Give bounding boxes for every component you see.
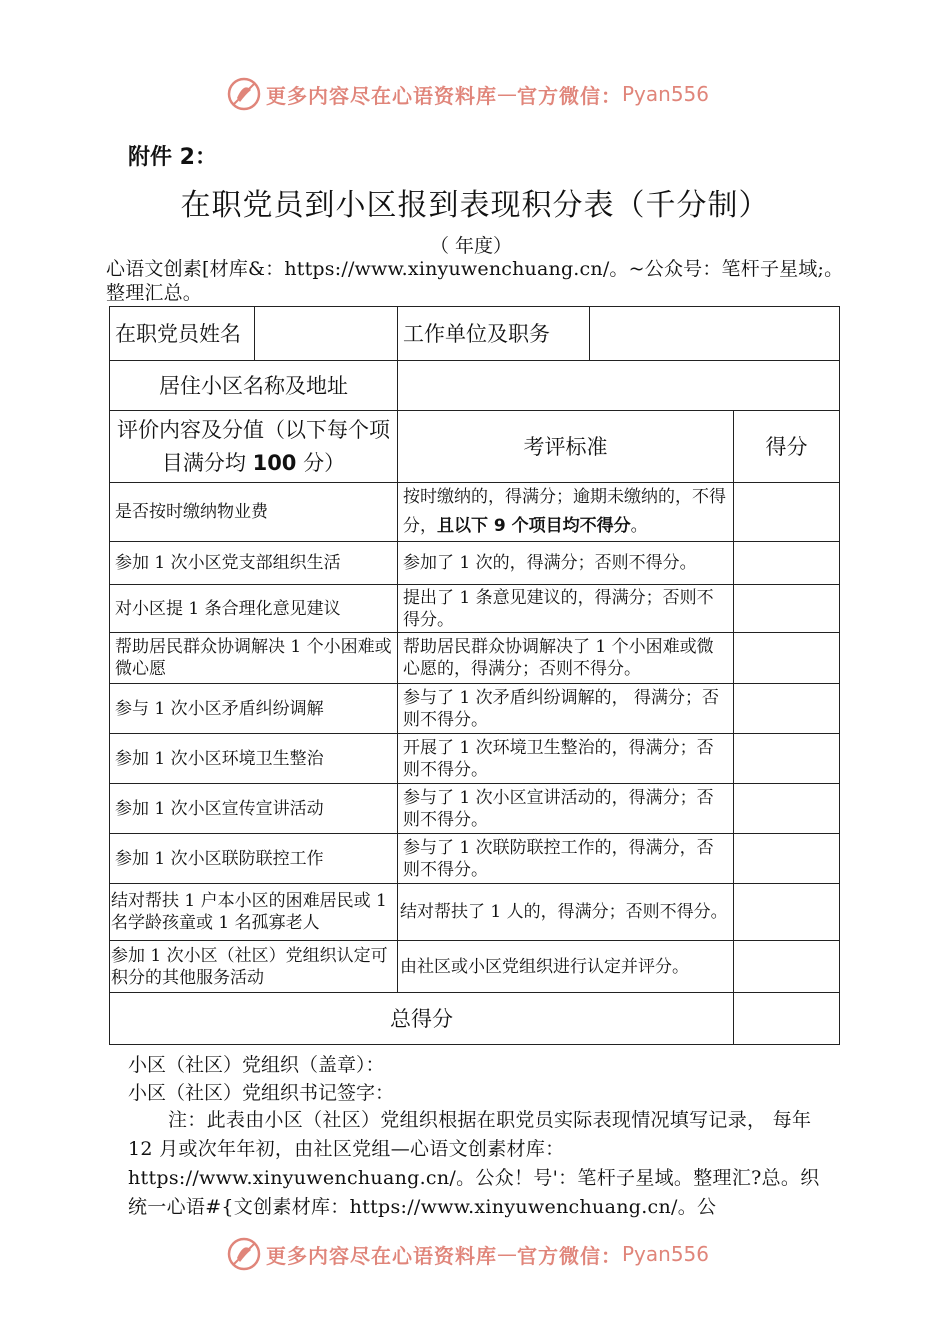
watermark-brand: 更多内容尽在心语资料库 [266, 83, 497, 108]
name-label: 在职党员姓名 [110, 307, 255, 361]
score-cell[interactable] [734, 633, 840, 684]
header-content-suffix: 分） [303, 450, 346, 475]
standard-cell [398, 483, 734, 542]
header-score: 得分 [734, 411, 840, 483]
standard-cell: 开展了 1 次环境卫生整治的，得满分；否则不得分。 [398, 734, 734, 784]
total-score-cell[interactable] [734, 993, 840, 1045]
total-row [110, 993, 840, 1045]
score-table [109, 306, 840, 1045]
address-value-cell[interactable] [398, 361, 840, 411]
header-content-score: 100 [252, 450, 297, 475]
standard-cell: 结对帮扶了 1 人的，得满分；否则不得分。 [398, 884, 734, 941]
header-standard: 考评标准 [398, 411, 734, 483]
note-text: 注：此表由小区（社区）党组织根据在职党员实际表现情况填写记录， 每年 12 月或次年年初，由社区党组—心语文创素材库：https://www.xinyuwenchuang.cn/。公众！号'：笔杆子星域。整理汇?总。织统一心语#{文创素材库：https://www.xinyuwenchuang.cn/。公 [128, 1109, 820, 1218]
item-cell: 对小区提 1 条合理化意见建议 [110, 585, 398, 633]
table-row [110, 633, 840, 684]
total-label: 总得分 [110, 993, 734, 1045]
item-cell: 是否按时缴纳物业费 [110, 483, 398, 542]
item-cell: 参加 1 次小区环境卫生整治 [110, 734, 398, 784]
watermark-wechat-id: Pyan556 [622, 82, 710, 106]
standard-cell: 帮助居民群众协调解决了 1 个小困难或微心愿的，得满分；否则不得分。 [398, 633, 734, 684]
source-line: 心语文创素[材库&：https://www.xinyuwenchuang.cn/。~公众号：笔杆子星域;。整理汇总。 [106, 258, 844, 304]
watermark-official: 官方微信： [517, 1243, 622, 1268]
header-content-text: 评价内容及分值（以下每个项目满分均 [117, 417, 390, 475]
signature-line: 小区（社区）党组织书记签字： [128, 1082, 395, 1104]
info-row-name [110, 307, 840, 361]
table-row [110, 834, 840, 884]
year-label: （ 年度） [430, 235, 513, 257]
info-row-address [110, 361, 840, 411]
score-cell[interactable] [734, 834, 840, 884]
standard-cell: 参加了 1 次的，得满分；否则不得分。 [398, 542, 734, 585]
standard-emphasis: 且以下 9 个项目均不得分 [437, 516, 631, 536]
watermark-dash: — [497, 82, 517, 106]
seal-line: 小区（社区）党组织（盖章）： [128, 1054, 385, 1076]
watermark-bottom [226, 1236, 709, 1272]
page-title: 在职党员到小区报到表现积分表（千分制） [180, 188, 770, 223]
item-cell: 结对帮扶 1 户本小区的困难居民或 1 名学龄孩童或 1 名孤寡老人 [110, 884, 398, 941]
standard-cell: 提出了 1 条意见建议的，得满分；否则不得分。 [398, 585, 734, 633]
name-value-cell[interactable] [255, 307, 398, 361]
table-row [110, 585, 840, 633]
score-cell[interactable] [734, 684, 840, 734]
table-row [110, 542, 840, 585]
standard-text: 按时缴纳的，得满分；逾期未缴纳的，不得分， [403, 487, 726, 536]
score-cell[interactable] [734, 734, 840, 784]
score-cell[interactable] [734, 941, 840, 993]
table-row [110, 483, 840, 542]
item-cell: 帮助居民群众协调解决 1 个小困难或微心愿 [110, 633, 398, 684]
score-cell[interactable] [734, 585, 840, 633]
score-cell[interactable] [734, 884, 840, 941]
table-row [110, 684, 840, 734]
note-paragraph [128, 1106, 833, 1222]
table-row [110, 734, 840, 784]
work-value-cell[interactable] [590, 307, 840, 361]
item-cell: 参与 1 次小区矛盾纠纷调解 [110, 684, 398, 734]
standard-cell: 参与了 1 次小区宣讲活动的，得满分；否则不得分。 [398, 784, 734, 834]
item-cell: 参加 1 次小区党支部组织生活 [110, 542, 398, 585]
standard-cell: 由社区或小区党组织进行认定并评分。 [398, 941, 734, 993]
standard-cell: 参与了 1 次联防联控工作的，得满分，否则不得分。 [398, 834, 734, 884]
header-content [110, 411, 398, 483]
score-cell[interactable] [734, 542, 840, 585]
header-row [110, 411, 840, 483]
watermark-wechat-id: Pyan556 [622, 1242, 710, 1266]
item-cell: 参加 1 次小区（社区）党组织认定可积分的其他服务活动 [110, 941, 398, 993]
work-label: 工作单位及职务 [398, 307, 590, 361]
address-label: 居住小区名称及地址 [110, 361, 398, 411]
standard-end: 。 [630, 516, 648, 536]
score-cell[interactable] [734, 784, 840, 834]
item-cell: 参加 1 次小区联防联控工作 [110, 834, 398, 884]
watermark-brand: 更多内容尽在心语资料库 [266, 1243, 497, 1268]
brand-logo-icon [226, 76, 262, 112]
watermark-top [226, 76, 709, 112]
watermark-dash: — [497, 1242, 517, 1266]
item-cell: 参加 1 次小区宣传宣讲活动 [110, 784, 398, 834]
standard-cell: 参与了 1 次矛盾纠纷调解的， 得满分；否则不得分。 [398, 684, 734, 734]
score-cell[interactable] [734, 483, 840, 542]
table-row [110, 884, 840, 941]
brand-logo-icon [226, 1236, 262, 1272]
attachment-label: 附件 2： [128, 145, 217, 170]
table-row [110, 941, 840, 993]
watermark-official: 官方微信： [517, 83, 622, 108]
table-row [110, 784, 840, 834]
